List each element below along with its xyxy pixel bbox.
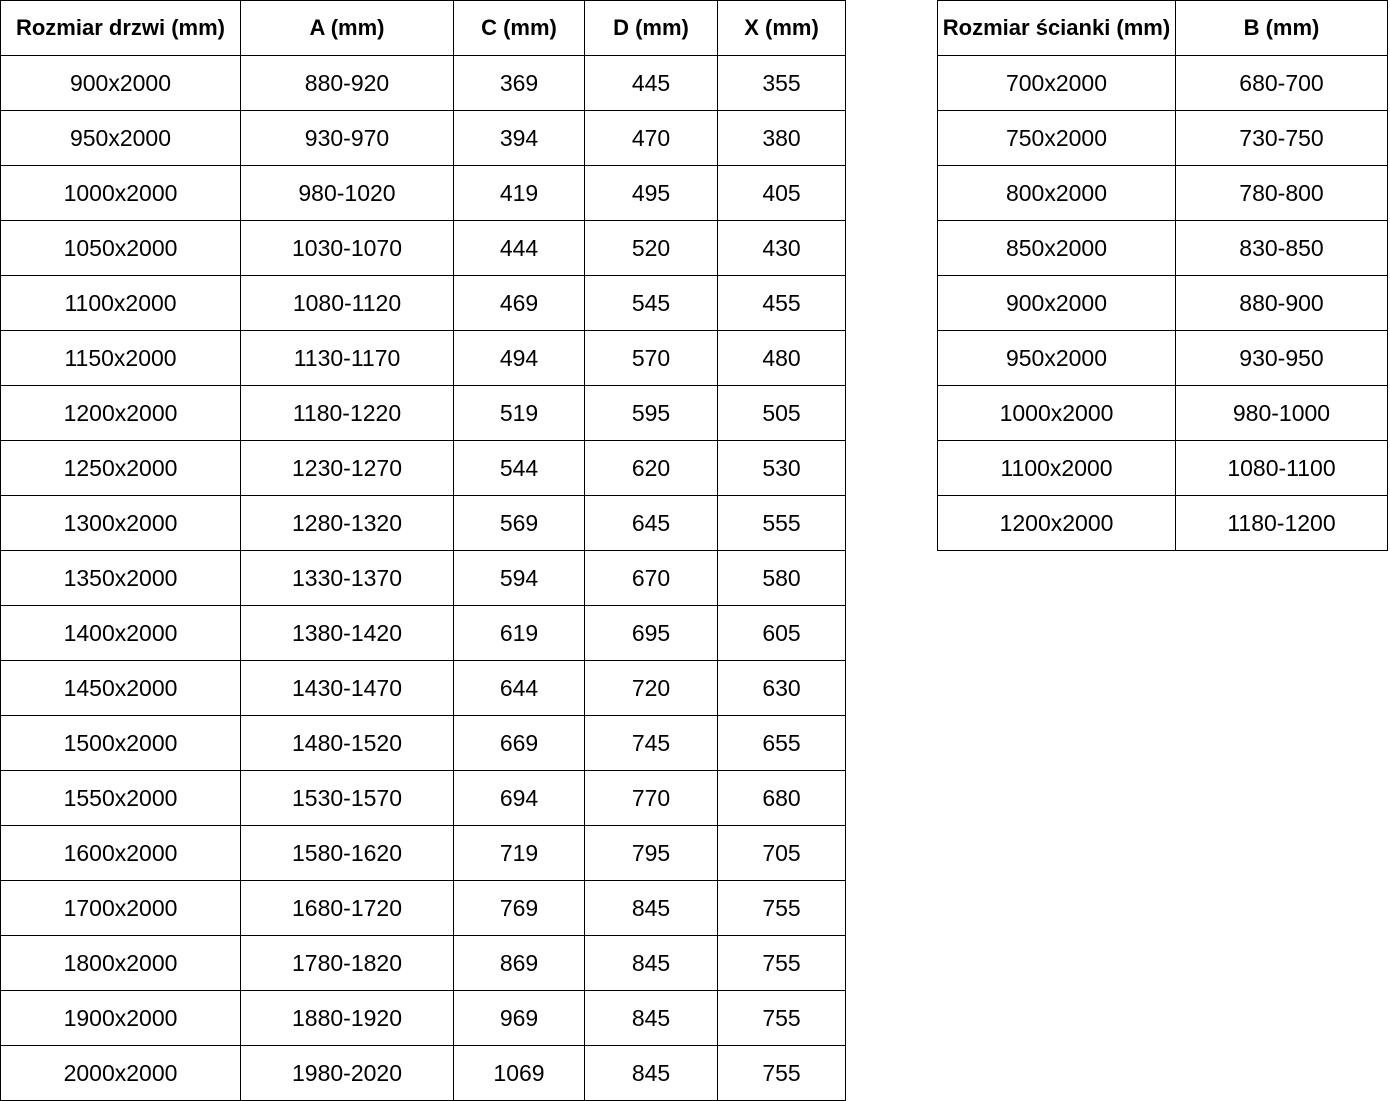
table-cell: 1550x2000	[1, 771, 241, 826]
table-cell: 695	[585, 606, 718, 661]
table-row	[1, 331, 846, 386]
table-cell: 950x2000	[938, 331, 1176, 386]
table-row	[1, 771, 846, 826]
table-cell: 1050x2000	[1, 221, 241, 276]
table-cell: 950x2000	[1, 111, 241, 166]
table-row	[1, 276, 846, 331]
table-row	[1, 881, 846, 936]
table-cell: 755	[718, 881, 846, 936]
table-cell: 1030-1070	[241, 221, 454, 276]
table-cell: 1250x2000	[1, 441, 241, 496]
table-cell: 595	[585, 386, 718, 441]
table-cell: 800x2000	[938, 166, 1176, 221]
table-row	[938, 386, 1388, 441]
table-cell: 1680-1720	[241, 881, 454, 936]
column-header: Rozmiar drzwi (mm)	[1, 1, 241, 56]
table-cell: 1000x2000	[1, 166, 241, 221]
table-cell: 1180-1220	[241, 386, 454, 441]
table-cell: 655	[718, 716, 846, 771]
table-cell: 1130-1170	[241, 331, 454, 386]
column-header: Rozmiar ścianki (mm)	[938, 1, 1176, 56]
table-row	[938, 441, 1388, 496]
table-cell: 630	[718, 661, 846, 716]
table-row	[938, 331, 1388, 386]
table-row	[1, 661, 846, 716]
table-cell: 680-700	[1176, 56, 1388, 111]
table-cell: 719	[454, 826, 585, 881]
wall-table-header-row	[938, 1, 1388, 56]
table-cell: 1780-1820	[241, 936, 454, 991]
table-cell: 644	[454, 661, 585, 716]
table-cell: 845	[585, 881, 718, 936]
table-cell: 394	[454, 111, 585, 166]
table-cell: 1880-1920	[241, 991, 454, 1046]
table-cell: 1530-1570	[241, 771, 454, 826]
table-cell: 930-970	[241, 111, 454, 166]
table-cell: 1800x2000	[1, 936, 241, 991]
table-cell: 1450x2000	[1, 661, 241, 716]
table-cell: 720	[585, 661, 718, 716]
door-table-body	[1, 56, 846, 1101]
table-cell: 755	[718, 936, 846, 991]
table-cell: 850x2000	[938, 221, 1176, 276]
table-cell: 1380-1420	[241, 606, 454, 661]
table-cell: 1300x2000	[1, 496, 241, 551]
table-row	[938, 276, 1388, 331]
table-cell: 830-850	[1176, 221, 1388, 276]
column-header: D (mm)	[585, 1, 718, 56]
table-cell: 1100x2000	[1, 276, 241, 331]
table-cell: 1200x2000	[1, 386, 241, 441]
table-cell: 750x2000	[938, 111, 1176, 166]
table-row	[1, 936, 846, 991]
table-cell: 620	[585, 441, 718, 496]
table-cell: 380	[718, 111, 846, 166]
table-cell: 1480-1520	[241, 716, 454, 771]
table-cell: 1900x2000	[1, 991, 241, 1046]
table-row	[1, 1046, 846, 1101]
table-cell: 505	[718, 386, 846, 441]
table-cell: 880-900	[1176, 276, 1388, 331]
table-cell: 1280-1320	[241, 496, 454, 551]
table-row	[1, 56, 846, 111]
table-cell: 700x2000	[938, 56, 1176, 111]
table-cell: 845	[585, 936, 718, 991]
table-cell: 594	[454, 551, 585, 606]
table-cell: 519	[454, 386, 585, 441]
table-cell: 745	[585, 716, 718, 771]
table-cell: 1980-2020	[241, 1046, 454, 1101]
table-row	[938, 111, 1388, 166]
table-cell: 545	[585, 276, 718, 331]
table-cell: 670	[585, 551, 718, 606]
table-row	[1, 386, 846, 441]
table-cell: 980-1020	[241, 166, 454, 221]
table-cell: 1100x2000	[938, 441, 1176, 496]
table-cell: 1400x2000	[1, 606, 241, 661]
table-row	[1, 166, 846, 221]
table-cell: 569	[454, 496, 585, 551]
table-row	[1, 991, 846, 1046]
table-cell: 1180-1200	[1176, 496, 1388, 551]
table-row	[938, 221, 1388, 276]
table-row	[1, 496, 846, 551]
table-cell: 1500x2000	[1, 716, 241, 771]
table-row	[1, 221, 846, 276]
table-cell: 669	[454, 716, 585, 771]
table-row	[1, 826, 846, 881]
wall-table-body	[938, 56, 1388, 551]
table-cell: 1069	[454, 1046, 585, 1101]
table-cell: 845	[585, 1046, 718, 1101]
table-cell: 1330-1370	[241, 551, 454, 606]
table-cell: 705	[718, 826, 846, 881]
table-cell: 880-920	[241, 56, 454, 111]
column-header: C (mm)	[454, 1, 585, 56]
table-cell: 770	[585, 771, 718, 826]
column-header: X (mm)	[718, 1, 846, 56]
table-cell: 355	[718, 56, 846, 111]
table-cell: 444	[454, 221, 585, 276]
table-cell: 755	[718, 1046, 846, 1101]
table-cell: 845	[585, 991, 718, 1046]
table-cell: 619	[454, 606, 585, 661]
column-header: A (mm)	[241, 1, 454, 56]
table-cell: 755	[718, 991, 846, 1046]
table-row	[1, 716, 846, 771]
table-cell: 1080-1100	[1176, 441, 1388, 496]
table-cell: 1230-1270	[241, 441, 454, 496]
table-cell: 530	[718, 441, 846, 496]
table-cell: 900x2000	[1, 56, 241, 111]
table-cell: 405	[718, 166, 846, 221]
column-header: B (mm)	[1176, 1, 1388, 56]
wall-size-table	[937, 0, 1388, 551]
table-cell: 495	[585, 166, 718, 221]
table-cell: 469	[454, 276, 585, 331]
table-cell: 494	[454, 331, 585, 386]
table-cell: 780-800	[1176, 166, 1388, 221]
table-cell: 1080-1120	[241, 276, 454, 331]
table-cell: 480	[718, 331, 846, 386]
table-cell: 455	[718, 276, 846, 331]
table-cell: 769	[454, 881, 585, 936]
table-cell: 555	[718, 496, 846, 551]
table-row	[1, 606, 846, 661]
table-cell: 605	[718, 606, 846, 661]
table-cell: 369	[454, 56, 585, 111]
table-cell: 1000x2000	[938, 386, 1176, 441]
table-cell: 430	[718, 221, 846, 276]
table-row	[1, 111, 846, 166]
table-cell: 580	[718, 551, 846, 606]
table-cell: 520	[585, 221, 718, 276]
table-row	[1, 551, 846, 606]
table-row	[938, 496, 1388, 551]
table-cell: 1580-1620	[241, 826, 454, 881]
door-table-header-row	[1, 1, 846, 56]
table-cell: 969	[454, 991, 585, 1046]
table-cell: 2000x2000	[1, 1046, 241, 1101]
table-cell: 1150x2000	[1, 331, 241, 386]
table-row	[938, 56, 1388, 111]
table-cell: 544	[454, 441, 585, 496]
table-cell: 570	[585, 331, 718, 386]
table-cell: 869	[454, 936, 585, 991]
table-cell: 980-1000	[1176, 386, 1388, 441]
table-cell: 900x2000	[938, 276, 1176, 331]
table-cell: 1350x2000	[1, 551, 241, 606]
table-cell: 730-750	[1176, 111, 1388, 166]
table-cell: 1700x2000	[1, 881, 241, 936]
table-cell: 470	[585, 111, 718, 166]
table-cell: 445	[585, 56, 718, 111]
table-cell: 1200x2000	[938, 496, 1176, 551]
table-cell: 694	[454, 771, 585, 826]
table-cell: 930-950	[1176, 331, 1388, 386]
table-row	[938, 166, 1388, 221]
table-cell: 680	[718, 771, 846, 826]
table-cell: 795	[585, 826, 718, 881]
table-cell: 645	[585, 496, 718, 551]
table-cell: 419	[454, 166, 585, 221]
table-cell: 1430-1470	[241, 661, 454, 716]
table-row	[1, 441, 846, 496]
table-cell: 1600x2000	[1, 826, 241, 881]
